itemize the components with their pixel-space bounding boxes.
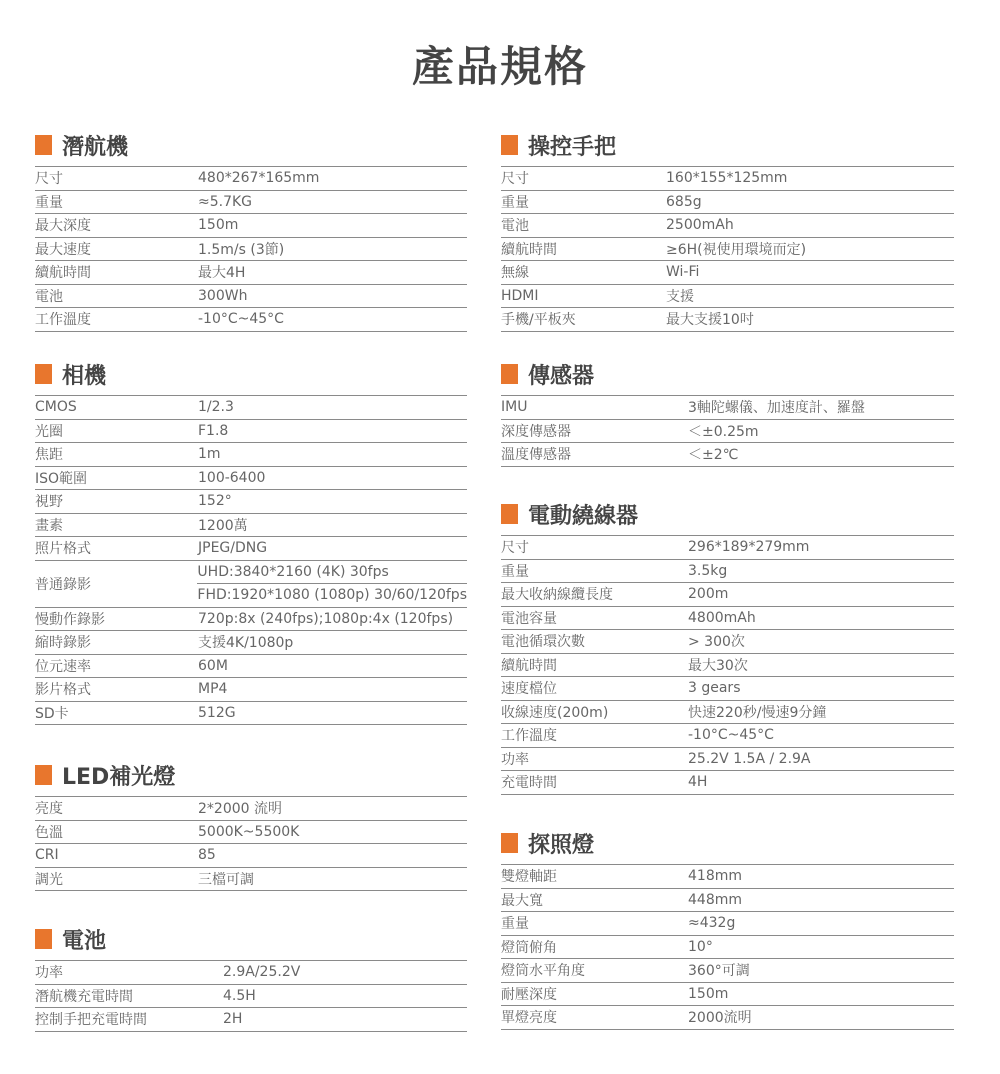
spec-value: 150m	[198, 217, 239, 234]
spec-key: 尺寸	[501, 171, 529, 188]
table-row	[35, 561, 467, 608]
spec-value: 支援4K/1080p	[198, 635, 294, 652]
table-row	[35, 214, 467, 238]
spec-value: Wi-Fi	[666, 264, 700, 281]
accent-bar-icon	[35, 765, 52, 785]
spec-key: 續航時間	[501, 657, 557, 674]
table-row	[501, 420, 954, 444]
spec-key: 畫素	[35, 517, 63, 534]
table-row	[501, 167, 954, 191]
spec-key: CMOS	[35, 399, 77, 416]
spec-key: 光圈	[35, 423, 63, 440]
section-camera	[35, 357, 467, 725]
spec-table	[35, 960, 467, 1032]
table-row	[501, 285, 954, 309]
section-battery	[35, 922, 467, 1032]
table-row	[501, 912, 954, 936]
table-row	[501, 630, 954, 654]
spec-value: 296*189*279mm	[688, 539, 810, 556]
section-heading	[35, 128, 467, 162]
spec-value: 1.5m/s (3節)	[198, 241, 285, 258]
spec-value: MP4	[198, 681, 228, 698]
spec-value: 512G	[198, 704, 236, 721]
table-row	[501, 583, 954, 607]
spec-key: 控制手把充電時間	[35, 1012, 147, 1029]
spec-key: 重量	[501, 916, 529, 933]
spec-key: 重量	[501, 563, 529, 580]
table-row	[35, 191, 467, 215]
spec-key: 功率	[35, 965, 63, 982]
table-row	[35, 1008, 467, 1032]
table-row	[501, 308, 954, 332]
spec-key: 尺寸	[501, 540, 529, 557]
spec-key: 續航時間	[35, 265, 91, 282]
spec-key: SD卡	[35, 705, 69, 722]
spec-key: 雙燈軸距	[501, 869, 557, 886]
table-row	[35, 961, 467, 985]
spec-key: 無線	[501, 265, 529, 282]
spec-value: ＜±0.25m	[688, 423, 759, 440]
spec-key: 續航時間	[501, 241, 557, 258]
table-row	[501, 560, 954, 584]
spec-value: 152°	[198, 493, 232, 510]
spec-key: 重量	[35, 194, 63, 211]
spec-key: 視野	[35, 494, 63, 511]
table-row	[501, 261, 954, 285]
spec-table	[501, 864, 954, 1030]
table-row	[501, 936, 954, 960]
table-row	[501, 607, 954, 631]
spec-value: 360°可調	[688, 963, 750, 980]
spec-key: 功率	[501, 751, 529, 768]
spec-key: 照片格式	[35, 541, 91, 558]
spec-key: 慢動作錄影	[35, 611, 105, 628]
table-row	[35, 167, 467, 191]
page-title: 產品規格	[411, 42, 588, 91]
table-row	[35, 490, 467, 514]
spec-key: ISO範圍	[35, 470, 88, 487]
spec-value: 2000流明	[688, 1010, 752, 1027]
spec-value: 25.2V 1.5A / 2.9A	[688, 750, 811, 767]
spec-key: 亮度	[35, 801, 63, 818]
table-row	[35, 631, 467, 655]
table-row	[35, 514, 467, 538]
spec-value: -10°C~45°C	[688, 727, 774, 744]
spec-value: F1.8	[198, 422, 229, 439]
table-row	[35, 821, 467, 845]
spec-value: 最大30次	[688, 657, 748, 674]
spec-value: 最大4H	[198, 265, 246, 282]
spec-value: UHD:3840*2160 (4K) 30fps	[197, 561, 467, 585]
spec-key: IMU	[501, 399, 528, 416]
table-row	[35, 467, 467, 491]
spec-key: 最大寬	[501, 892, 543, 909]
spec-table	[501, 535, 954, 795]
spec-key: 最大深度	[35, 218, 91, 235]
spec-value: 85	[198, 847, 216, 864]
spec-key: 位元速率	[35, 658, 91, 675]
spec-key: 電池	[35, 288, 63, 305]
spec-value: 最大支援10吋	[666, 312, 754, 329]
spec-table	[35, 796, 467, 891]
spec-value: 2500mAh	[666, 217, 734, 234]
table-row	[501, 771, 954, 795]
section-drone	[35, 128, 467, 332]
spec-value: 4H	[688, 774, 708, 791]
spec-value: 快速220秒/慢速9分鐘	[688, 704, 827, 721]
table-row	[501, 983, 954, 1007]
spec-value: 480*267*165mm	[198, 170, 320, 187]
spec-value: 10°	[688, 938, 713, 955]
spec-key: 尺寸	[35, 171, 63, 188]
spec-value: > 300次	[688, 634, 745, 651]
spec-key: 最大速度	[35, 241, 91, 258]
table-row	[35, 285, 467, 309]
spec-value: 3 gears	[688, 680, 741, 697]
spec-key: 速度檔位	[501, 681, 557, 698]
accent-bar-icon	[35, 135, 52, 155]
table-row	[35, 308, 467, 332]
table-row	[501, 191, 954, 215]
spec-value: 1m	[198, 446, 221, 463]
spec-value: 720p:8x (240fps);1080p:4x (120fps)	[198, 610, 454, 627]
spec-key: 縮時錄影	[35, 635, 91, 652]
spec-table	[35, 166, 467, 332]
section-heading-text: 相機	[62, 363, 107, 389]
spec-value: 685g	[666, 193, 702, 210]
accent-bar-icon	[35, 364, 52, 384]
table-row	[35, 420, 467, 444]
accent-bar-icon	[501, 364, 518, 384]
spec-key: 色溫	[35, 824, 63, 841]
spec-value: 2.9A/25.2V	[223, 964, 301, 981]
section-heading-text: 潛航機	[62, 134, 129, 160]
table-row	[35, 608, 467, 632]
section-heading-text: 探照燈	[528, 832, 595, 858]
spec-value: 3.5kg	[688, 562, 728, 579]
spec-key: 充電時間	[501, 775, 557, 792]
spec-value: 三檔可調	[198, 871, 254, 888]
table-row	[501, 889, 954, 913]
spec-key: 耐壓深度	[501, 986, 557, 1003]
table-row	[35, 396, 467, 420]
section-heading	[501, 826, 954, 860]
table-row	[501, 677, 954, 701]
section-heading-text: 電池	[62, 928, 107, 954]
spec-key: 溫度傳感器	[501, 447, 571, 464]
table-row	[501, 536, 954, 560]
spec-value: 160*155*125mm	[666, 170, 788, 187]
spec-table	[501, 166, 954, 332]
spec-value: FHD:1920*1080 (1080p) 30/60/120fps	[197, 587, 467, 604]
table-row	[35, 985, 467, 1009]
section-led	[35, 758, 467, 891]
table-row	[35, 844, 467, 868]
section-heading-text: 電動繞線器	[528, 503, 639, 529]
spec-table	[501, 395, 954, 467]
spec-key: 工作溫度	[501, 728, 557, 745]
spec-value: 2*2000 流明	[198, 801, 282, 818]
table-row	[35, 443, 467, 467]
spec-key: 焦距	[35, 447, 63, 464]
spec-table	[35, 395, 467, 725]
section-heading	[35, 357, 467, 391]
table-row	[501, 443, 954, 467]
spec-key: 深度傳感器	[501, 423, 571, 440]
accent-bar-icon	[501, 135, 518, 155]
section-heading	[35, 922, 467, 956]
table-row	[501, 959, 954, 983]
spec-value: 448mm	[688, 891, 742, 908]
spec-value: 3軸陀螺儀、加速度計、羅盤	[688, 400, 865, 417]
table-row	[35, 655, 467, 679]
spec-key: 單燈亮度	[501, 1010, 557, 1027]
section-heading-text: LED補光燈	[62, 764, 176, 790]
table-row	[501, 654, 954, 678]
spec-key: 調光	[35, 871, 63, 888]
spec-key: 普通錄影	[35, 576, 91, 593]
spec-key: 燈筒俯角	[501, 939, 557, 956]
spec-value: ＜±2℃	[688, 447, 739, 464]
table-row	[35, 868, 467, 892]
section-heading	[501, 497, 954, 531]
spec-value: 1200萬	[198, 517, 248, 534]
table-row	[35, 261, 467, 285]
table-row	[35, 678, 467, 702]
spec-value: 5000K~5500K	[198, 823, 300, 840]
table-row	[501, 748, 954, 772]
spec-key: CRI	[35, 847, 59, 864]
spec-key: 最大收納線纜長度	[501, 587, 613, 604]
table-row	[501, 238, 954, 262]
table-row	[35, 238, 467, 262]
spec-value: 支援	[666, 288, 694, 305]
spec-key: 影片格式	[35, 682, 91, 699]
spec-value: 4800mAh	[688, 609, 756, 626]
table-row	[501, 1006, 954, 1030]
spec-key: 工作溫度	[35, 312, 91, 329]
section-heading-text: 傳感器	[528, 363, 595, 389]
table-row	[501, 214, 954, 238]
spec-key: 收線速度(200m)	[501, 704, 609, 721]
section-controller	[501, 128, 954, 332]
spec-key: 電池循環次數	[501, 634, 585, 651]
section-heading	[501, 128, 954, 162]
spec-value: ≥6H(視使用環境而定)	[666, 241, 807, 258]
spec-value: 60M	[198, 657, 228, 674]
spec-value: 100-6400	[198, 469, 266, 486]
spec-key: 重量	[501, 194, 529, 211]
spec-value: 300Wh	[198, 287, 248, 304]
accent-bar-icon	[501, 504, 518, 524]
spec-value: JPEG/DNG	[198, 540, 268, 557]
spec-key: 手機/平板夾	[501, 312, 576, 329]
accent-bar-icon	[35, 929, 52, 949]
accent-bar-icon	[501, 833, 518, 853]
spec-value: 4.5H	[223, 987, 256, 1004]
section-heading	[35, 758, 467, 792]
spec-value: ≈5.7KG	[198, 193, 253, 210]
spec-value: 150m	[688, 985, 729, 1002]
section-heading-text: 操控手把	[528, 134, 617, 160]
spec-key: 電池	[501, 218, 529, 235]
spec-value: 1/2.3	[198, 399, 234, 416]
table-row	[501, 724, 954, 748]
section-heading	[501, 357, 954, 391]
spec-value: 2H	[223, 1011, 243, 1028]
spec-key: 潛航機充電時間	[35, 988, 133, 1005]
spec-value: -10°C~45°C	[198, 311, 284, 328]
spec-value: ≈432g	[688, 915, 736, 932]
section-sensors	[501, 357, 954, 467]
spec-values	[197, 561, 467, 607]
spec-key: HDMI	[501, 287, 539, 304]
spec-value: 200m	[688, 586, 729, 603]
spec-value: 418mm	[688, 868, 742, 885]
section-reel	[501, 497, 954, 795]
table-row	[501, 865, 954, 889]
spec-key: 燈筒水平角度	[501, 963, 585, 980]
table-row	[35, 702, 467, 726]
spec-key: 電池容量	[501, 610, 557, 627]
table-row	[501, 701, 954, 725]
table-row	[35, 797, 467, 821]
section-searchlight	[501, 826, 954, 1030]
table-row	[35, 537, 467, 561]
table-row	[501, 396, 954, 420]
